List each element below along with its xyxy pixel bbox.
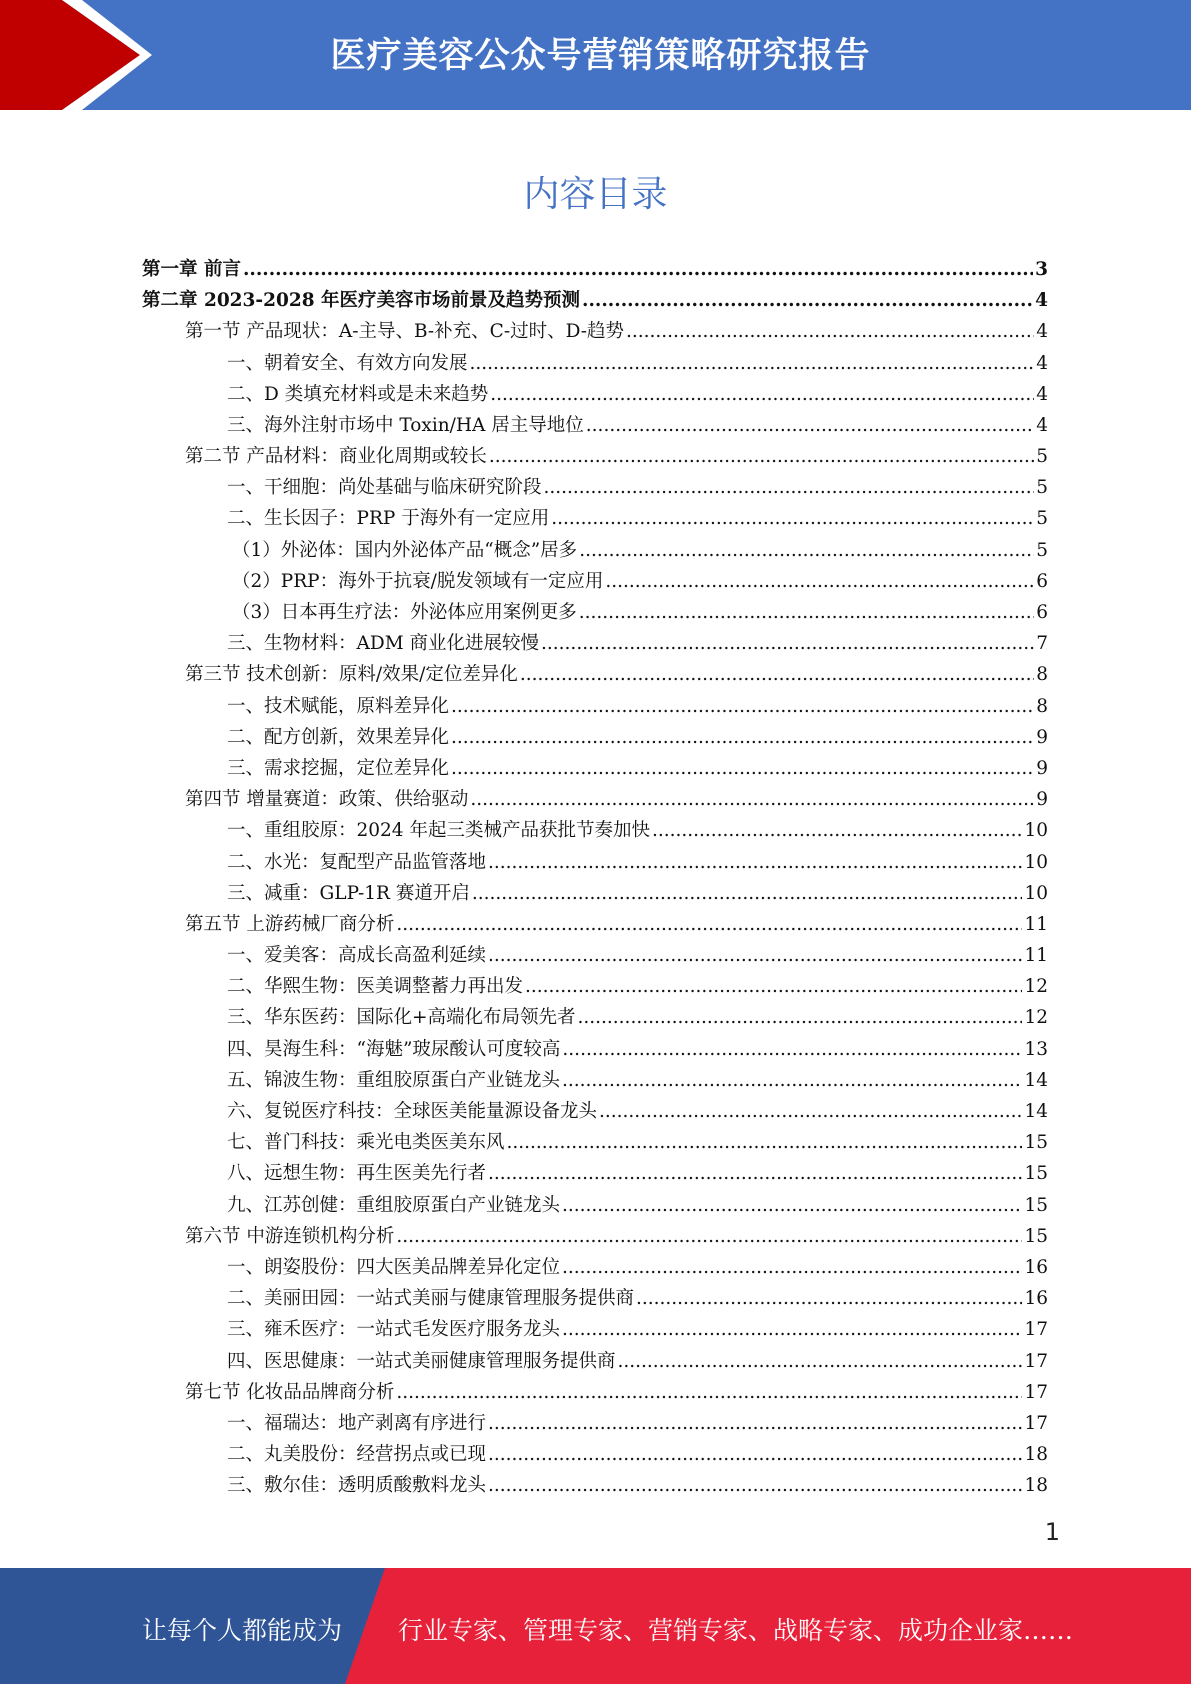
toc-entry-page: 7 (1036, 633, 1048, 655)
toc-entry[interactable] (142, 784, 1048, 815)
toc-entry-page: 9 (1036, 789, 1048, 811)
toc-entry[interactable] (142, 316, 1048, 347)
toc-entry-page: 8 (1036, 664, 1048, 686)
toc-entry-title: 第三节 技术创新：原料/效果/定位差异化 (185, 664, 518, 686)
toc-entry-page: 6 (1036, 602, 1048, 624)
toc-entry-page: 3 (1035, 258, 1048, 280)
toc-entry-page: 5 (1036, 539, 1048, 561)
toc-entry-page: 8 (1036, 695, 1048, 717)
toc-entry[interactable] (142, 909, 1048, 940)
toc-entry[interactable] (142, 254, 1048, 285)
toc-entry[interactable] (142, 1003, 1048, 1034)
toc-entry-title: 二、华熙生物：医美调整蓄力再出发 (227, 976, 524, 998)
toc-entry-title: 第一节 产品现状：A-主导、B-补充、C-过时、D-趋势 (185, 321, 625, 343)
toc-entry[interactable] (142, 535, 1048, 566)
toc-entry-page: 15 (1024, 1194, 1048, 1216)
toc-entry-page: 18 (1024, 1475, 1048, 1497)
toc-entry[interactable] (142, 1283, 1048, 1314)
toc-dot-leader (562, 1034, 1022, 1065)
toc-entry-title: 三、减重：GLP-1R 赛道开启 (227, 882, 470, 904)
toc-entry-page: 15 (1024, 1132, 1048, 1154)
toc-dot-leader (490, 379, 1034, 410)
toc-entry-title: 一、朗姿股份：四大医美品牌差异化定位 (227, 1256, 561, 1278)
toc-entry[interactable] (142, 753, 1048, 784)
toc-entry-page: 10 (1024, 820, 1048, 842)
toc-dot-leader (579, 597, 1034, 628)
toc-entry-page: 9 (1036, 726, 1048, 748)
toc-entry-page: 17 (1024, 1319, 1048, 1341)
toc-entry[interactable] (142, 379, 1048, 410)
toc-entry[interactable] (142, 659, 1048, 690)
toc-entry[interactable] (142, 1470, 1048, 1501)
toc-entry[interactable] (142, 971, 1048, 1002)
toc-heading: 内容目录 (523, 174, 668, 215)
toc-dot-leader (470, 784, 1034, 815)
toc-dot-leader (396, 1377, 1022, 1408)
toc-entry-title: 三、华东医药：国际化+高端化布局领先者 (227, 1007, 576, 1029)
toc-entry-title: 第一章 前言 (142, 258, 241, 280)
toc-entry-page: 4 (1036, 383, 1048, 405)
toc-dot-leader (652, 815, 1022, 846)
toc-dot-leader (507, 1127, 1023, 1158)
toc-entry-title: 四、医思健康：一站式美丽健康管理服务提供商 (227, 1350, 616, 1372)
toc-dot-leader (520, 659, 1034, 690)
toc-dot-leader (451, 722, 1034, 753)
toc-entry-page: 12 (1024, 1007, 1048, 1029)
toc-dot-leader (243, 254, 1033, 285)
toc-entry[interactable] (142, 815, 1048, 846)
toc-entry[interactable] (142, 285, 1048, 316)
toc-dot-leader (618, 1346, 1023, 1377)
toc-entry-title: 二、生长因子：PRP 于海外有一定应用 (227, 508, 550, 530)
toc-dot-leader (562, 1065, 1022, 1096)
toc-entry-page: 14 (1024, 1101, 1048, 1123)
toc-dot-leader (488, 1470, 1022, 1501)
toc-dot-leader (489, 441, 1034, 472)
toc-entry-title: 第四节 增量赛道：政策、供给驱动 (185, 789, 469, 811)
toc-entry-title: 一、干细胞：尚处基础与临床研究阶段 (227, 477, 542, 499)
toc-dot-leader (451, 753, 1034, 784)
report-title: 医疗美容公众号营销策略研究报告 (330, 36, 871, 76)
toc-dot-leader (562, 1252, 1022, 1283)
toc-entry[interactable] (142, 1127, 1048, 1158)
toc-entry-page: 4 (1035, 290, 1048, 312)
toc-entry-title: 第七节 化妆品品牌商分析 (185, 1381, 395, 1403)
toc-entry[interactable] (142, 1314, 1048, 1345)
toc-entry-title: 五、锦波生物：重组胶原蛋白产业链龙头 (227, 1069, 561, 1091)
toc-entry-page: 9 (1036, 757, 1048, 779)
toc-dot-leader (488, 1158, 1022, 1189)
toc-entry[interactable] (142, 1096, 1048, 1127)
toc-entry[interactable] (142, 722, 1048, 753)
toc-entry[interactable] (142, 940, 1048, 971)
toc-entry[interactable] (142, 878, 1048, 909)
toc-entry-title: 二、配方创新，效果差异化 (227, 726, 450, 748)
toc-entry[interactable] (142, 691, 1048, 722)
footer-slogan-right: 行业专家、管理专家、营销专家、战略专家、成功企业家…… (398, 1616, 1074, 1645)
toc-dot-leader (451, 691, 1034, 722)
toc-entry-page: 5 (1036, 508, 1048, 530)
toc-entry-title: 一、爱美客：高成长高盈利延续 (227, 945, 487, 967)
toc-entry[interactable] (142, 441, 1048, 472)
toc-entry-title: 第六节 中游连锁机构分析 (185, 1225, 395, 1247)
toc-dot-leader (488, 1439, 1022, 1470)
table-of-contents (142, 254, 1048, 1502)
toc-entry[interactable] (142, 1408, 1048, 1439)
toc-entry-page: 4 (1036, 414, 1048, 436)
toc-entry-page: 18 (1024, 1444, 1048, 1466)
toc-dot-leader (586, 410, 1034, 441)
toc-entry-title: 二、美丽田园：一站式美丽与健康管理服务提供商 (227, 1288, 635, 1310)
toc-dot-leader (470, 348, 1035, 379)
toc-entry-page: 12 (1024, 976, 1048, 998)
toc-entry-title: 九、江苏创健：重组胶原蛋白产业链龙头 (227, 1194, 561, 1216)
toc-entry-page: 5 (1036, 446, 1048, 468)
toc-dot-leader (636, 1283, 1022, 1314)
toc-entry[interactable] (142, 1439, 1048, 1470)
toc-entry-page: 4 (1036, 321, 1048, 343)
toc-entry-title: 二、丸美股份：经营拐点或已现 (227, 1444, 487, 1466)
toc-entry[interactable] (142, 472, 1048, 503)
toc-entry[interactable] (142, 410, 1048, 441)
toc-entry-title: 四、昊海生科：“海魅”玻尿酸认可度较高 (227, 1038, 561, 1060)
toc-entry[interactable] (142, 504, 1048, 535)
toc-entry-title: （2）PRP：海外于抗衰/脱发领域有一定应用 (232, 570, 604, 592)
toc-entry-page: 11 (1024, 945, 1048, 967)
toc-entry[interactable] (142, 1034, 1048, 1065)
toc-entry-title: 第二节 产品材料：商业化周期或较长 (185, 446, 487, 468)
toc-entry[interactable] (142, 348, 1048, 379)
toc-entry-page: 11 (1024, 913, 1048, 935)
toc-entry-title: 六、复锐医疗科技：全球医美能量源设备龙头 (227, 1101, 598, 1123)
toc-entry-page: 16 (1024, 1288, 1048, 1310)
toc-entry-page: 17 (1024, 1381, 1048, 1403)
toc-entry-page: 15 (1024, 1163, 1048, 1185)
toc-entry[interactable] (142, 628, 1048, 659)
toc-dot-leader (472, 878, 1023, 909)
toc-entry-title: 八、远想生物：再生医美先行者 (227, 1163, 487, 1185)
toc-entry-title: 三、需求挖掘，定位差异化 (227, 757, 450, 779)
toc-dot-leader (562, 1314, 1022, 1345)
toc-dot-leader (599, 1096, 1022, 1127)
toc-entry-title: 三、海外注射市场中 Toxin/HA 居主导地位 (227, 414, 584, 436)
toc-entry-title: （3）日本再生疗法：外泌体应用案例更多 (232, 602, 577, 624)
toc-dot-leader (562, 1190, 1022, 1221)
toc-dot-leader (488, 1408, 1022, 1439)
toc-entry-page: 10 (1024, 882, 1048, 904)
toc-dot-leader (396, 909, 1022, 940)
toc-entry-page: 14 (1024, 1069, 1048, 1091)
toc-dot-leader (579, 535, 1034, 566)
toc-entry-title: 三、雍禾医疗：一站式毛发医疗服务龙头 (227, 1319, 561, 1341)
toc-entry[interactable] (142, 597, 1048, 628)
toc-entry[interactable] (142, 1221, 1048, 1252)
toc-entry-title: 第五节 上游药械厂商分析 (185, 913, 395, 935)
toc-entry[interactable] (142, 847, 1048, 878)
page-number: 1 (1044, 1518, 1060, 1546)
toc-entry-title: （1）外泌体：国内外泌体产品“概念”居多 (232, 539, 578, 561)
toc-entry-title: 一、福瑞达：地产剥离有序进行 (227, 1412, 487, 1434)
toc-dot-leader (578, 1003, 1023, 1034)
toc-entry-page: 10 (1024, 851, 1048, 873)
toc-dot-leader (551, 504, 1034, 535)
toc-entry[interactable] (142, 1158, 1048, 1189)
toc-entry-page: 17 (1024, 1350, 1048, 1372)
footer-slogan-left: 让每个人都能成为 (142, 1616, 343, 1645)
toc-entry-page: 6 (1036, 570, 1048, 592)
toc-entry-page: 13 (1024, 1038, 1048, 1060)
toc-entry-page: 5 (1036, 477, 1048, 499)
toc-entry[interactable] (142, 1190, 1048, 1221)
toc-entry-title: 二、水光：复配型产品监管落地 (227, 851, 487, 873)
report-header (0, 0, 1191, 110)
toc-entry-title: 一、技术赋能，原料差异化 (227, 695, 450, 717)
toc-entry[interactable] (142, 1065, 1048, 1096)
toc-dot-leader (605, 566, 1034, 597)
toc-entry-title: 一、朝着安全、有效方向发展 (227, 352, 468, 374)
toc-entry-page: 17 (1024, 1412, 1048, 1434)
toc-entry[interactable] (142, 1346, 1048, 1377)
toc-entry-page: 15 (1024, 1225, 1048, 1247)
report-footer (0, 1568, 1191, 1684)
toc-dot-leader (582, 285, 1033, 316)
toc-entry[interactable] (142, 566, 1048, 597)
toc-entry[interactable] (142, 1377, 1048, 1408)
toc-entry-title: 三、生物材料：ADM 商业化进展较慢 (227, 633, 540, 655)
toc-entry[interactable] (142, 1252, 1048, 1283)
toc-dot-leader (541, 628, 1034, 659)
toc-entry-page: 16 (1024, 1256, 1048, 1278)
toc-entry-title: 一、重组胶原：2024 年起三类械产品获批节奏加快 (227, 820, 650, 842)
toc-entry-title: 二、D 类填充材料或是未来趋势 (227, 383, 489, 405)
toc-entry-title: 三、敷尔佳：透明质酸敷料龙头 (227, 1475, 487, 1497)
toc-entry-title: 第二章 2023-2028 年医疗美容市场前景及趋势预测 (142, 290, 581, 312)
toc-dot-leader (525, 971, 1022, 1002)
toc-entry-page: 4 (1036, 352, 1048, 374)
toc-dot-leader (396, 1221, 1022, 1252)
toc-entry-title: 七、普门科技：乘光电类医美东风 (227, 1132, 505, 1154)
toc-dot-leader (488, 940, 1022, 971)
toc-dot-leader (626, 316, 1034, 347)
toc-dot-leader (488, 847, 1022, 878)
toc-dot-leader (544, 472, 1035, 503)
